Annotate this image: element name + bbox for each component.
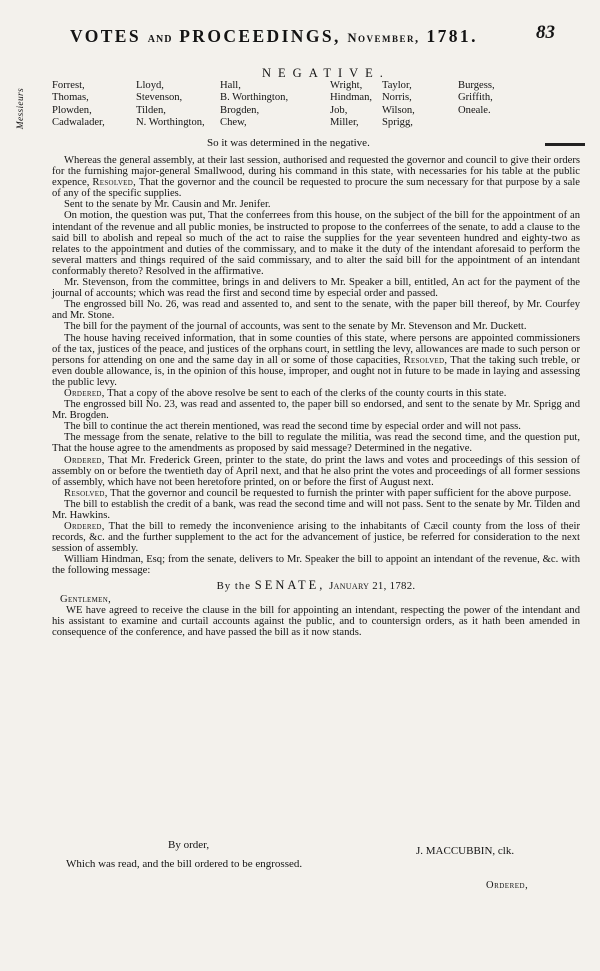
name-column	[220, 80, 288, 130]
member-name: Stevenson,	[136, 92, 183, 104]
senate-by-the: By the	[216, 579, 252, 592]
header-year: 1781.	[426, 26, 478, 46]
determined-negative-text: So it was determined in the negative.	[207, 137, 370, 149]
page-header	[70, 22, 570, 47]
member-name: Oneale.	[458, 104, 491, 116]
member-name: Hindman,	[330, 92, 373, 104]
header-title-votes: VOTES	[70, 26, 141, 46]
paragraph	[52, 388, 580, 399]
paragraph	[52, 321, 580, 332]
member-name: B. Worthington,	[220, 92, 289, 104]
resolution-keyword: Resolved,	[64, 487, 108, 499]
paragraph-text: The engrossed bill No. 23, was read and assented to, the paper bill so endorsed, and sent to the senate by Mr. Sprigg and Mr. Brogden.	[52, 399, 580, 422]
paragraph	[52, 432, 580, 454]
member-name: Griffith,	[458, 92, 493, 104]
paragraph-text: On motion, the question was put, That the conferrees from this house, on the subject of the bill for the appointment of an intendant of the revenue and all public monies, be instructed to propose to the conferrees of the senate, to add a clause to the said bill to abolish and repeal so much of the act to raise the supplies for the year seventeen hundred and eighty-two as relates to the appointment and duties of the commissary, and to make it the duty of the intendant aforesaid to perform the several matters and things required of the said commissary, and to alter the said bill for the appointment of an intendant conformably thereto? Resolved in the affirmative.	[52, 210, 580, 277]
member-name: Wright,	[330, 80, 363, 91]
member-name: Lloyd,	[136, 80, 164, 91]
name-column	[52, 80, 105, 130]
clerk-signature: J. MACCUBBIN, clk.	[416, 845, 515, 857]
resolution-keyword: Ordered,	[64, 454, 105, 466]
member-name: Taylor,	[382, 80, 412, 91]
resolution-keyword: Ordered,	[64, 387, 105, 399]
paragraph-text: Mr. Stevenson, from the committee, brings in and delivers to Mr. Speaker a bill, entitled, An act for the payment of the journal of accounts; which was read the first and second time by especial order and passed.	[52, 277, 580, 300]
paragraph-text: That the governor and the council be requested to procure the sum necessary for that purpose by a sale of any of the specific supplies.	[52, 177, 580, 200]
member-name: Norris,	[382, 92, 412, 104]
senate-date: January 21, 1782.	[329, 579, 416, 592]
senate-letter: WE have agreed to receive the clause in the bill for appointing an intendant, respecting the power of the intendant and his assistant to examine and curtail accounts against the public, and to countersign orders, as it hath been amended in consequence of the conference, and have passed the bill as it now stands.	[52, 604, 580, 638]
paragraph	[52, 277, 580, 299]
member-name: Hall,	[220, 80, 241, 91]
paragraph-text: Whereas the general assembly, at their last session, authorised and requested the governor and council to give their orders for the furnishing major-general Smallwood, during his command in this state, with necessaries for his table at the public expence,	[52, 155, 580, 189]
paragraph-text: The house having received information, that in some counties of this state, where persons are appointed commissioners of the tax, justices of the peace, and justices of the orphans court, in settling the levy, allowances are made to such person or persons for attending on one and the same day in all or some of those capacities,	[52, 332, 580, 366]
paragraph-text: That the bill to remedy the inconvenience arising to the inhabitants of Cæcil county from the loss of their records, &c. and the further supplement to the act for the advancement of justice, be referred for consideration to the next session of assembly.	[52, 521, 580, 555]
member-name: Chew,	[220, 117, 247, 129]
member-name: Thomas,	[52, 92, 89, 104]
member-name: Plowden,	[52, 104, 92, 116]
name-column	[330, 80, 372, 130]
name-column	[382, 80, 415, 130]
paragraph-list	[52, 155, 580, 577]
proceedings-body	[52, 155, 580, 638]
paragraph	[52, 488, 580, 499]
paragraph	[52, 421, 580, 432]
closing-line: Which was read, and the bill ordered to be engrossed.	[66, 858, 303, 870]
member-name: Burgess,	[458, 80, 495, 91]
by-order: By order,	[168, 839, 210, 851]
page-number: 83	[536, 22, 555, 43]
paragraph	[52, 199, 580, 210]
negative-heading: NEGATIVE.	[262, 66, 390, 80]
paragraph-text: The message from the senate, relative to the bill to regulate the militia, was read the second time, and the question put, That the house agree to the amendments as proposed by said message? Determined in the negative.	[52, 432, 580, 455]
senate-dateline	[52, 577, 580, 592]
messieurs-label: Messieurs	[16, 88, 26, 130]
member-name: Tilden,	[136, 104, 166, 116]
member-name: Job,	[330, 104, 348, 116]
paragraph	[52, 521, 580, 554]
paragraph-text: The bill to continue the act therein mentioned, was read the second time by especial order and will not pass.	[64, 421, 521, 433]
resolution-keyword: Resolved,	[92, 177, 137, 189]
paragraph-text: The bill to establish the credit of a bank, was read the second time and will not pass. Sent to the senate by Mr. Tilden and Mr. Hawkins.	[52, 498, 580, 521]
salutation: Gentlemen,	[60, 593, 112, 605]
header-month: November,	[347, 31, 420, 45]
member-name: Wilson,	[382, 104, 415, 116]
catchword: Ordered,	[486, 880, 529, 891]
separator-dash	[545, 143, 585, 146]
header-title-proceedings: PROCEEDINGS,	[179, 26, 341, 46]
member-name: Brogden,	[220, 104, 260, 116]
paragraph	[52, 299, 580, 321]
paragraph-text: The engrossed bill No. 26, was read and assented to, and sent to the senate, with the paper bill thereof, by Mr. Courfey and Mr. Stone.	[52, 299, 580, 322]
resolution-keyword: Ordered,	[64, 521, 105, 533]
paragraph-text: That the taking such treble, or even double allowance, is, in the opinion of this house, improper, and ought not in future to be made in laying and assessing the public levy.	[52, 354, 580, 388]
resolution-keyword: Resolved,	[403, 354, 448, 366]
paragraph-text: The bill for the payment of the journal of accounts, was sent to the senate by Mr. Stevenson and Mr. Duckett.	[64, 321, 527, 333]
name-column	[458, 80, 495, 117]
paragraph	[52, 210, 580, 277]
paragraph	[52, 499, 580, 521]
name-column	[136, 80, 205, 130]
paragraph-text: That the governor and council be requested to furnish the printer with paper sufficient for the above purpose.	[107, 487, 572, 499]
header-title-and: AND	[147, 34, 173, 45]
paragraph	[52, 155, 580, 199]
paragraph-text: That a copy of the above resolve be sent to each of the clerks of the county courts in this state.	[104, 387, 507, 399]
member-name: Miller,	[330, 117, 359, 129]
paragraph	[52, 399, 580, 421]
paragraph	[52, 554, 580, 576]
paragraph-text: William Hindman, Esq; from the senate, delivers to Mr. Speaker the bill to appoint an intendant of the revenue, &c. with the following message:	[52, 554, 580, 577]
paragraph-text: Sent to the senate by Mr. Causin and Mr. Jenifer.	[64, 199, 271, 211]
paragraph-text: That Mr. Frederick Green, printer to the state, do print the laws and votes and proceedings of this session of assembly on or before the twentieth day of April next, and that he also print the votes and proceedings of all former sessions of assembly, which have not been heretofore printed, on or before the first of August next.	[52, 454, 580, 488]
member-name: Forrest,	[52, 80, 85, 91]
member-name: Sprigg,	[382, 117, 413, 129]
paragraph	[52, 455, 580, 488]
negative-vote-names	[30, 80, 560, 138]
member-name: Cadwalader,	[52, 117, 105, 129]
senate-word: SENATE,	[254, 577, 326, 592]
paragraph	[52, 333, 580, 388]
member-name: N. Worthington,	[136, 117, 205, 129]
